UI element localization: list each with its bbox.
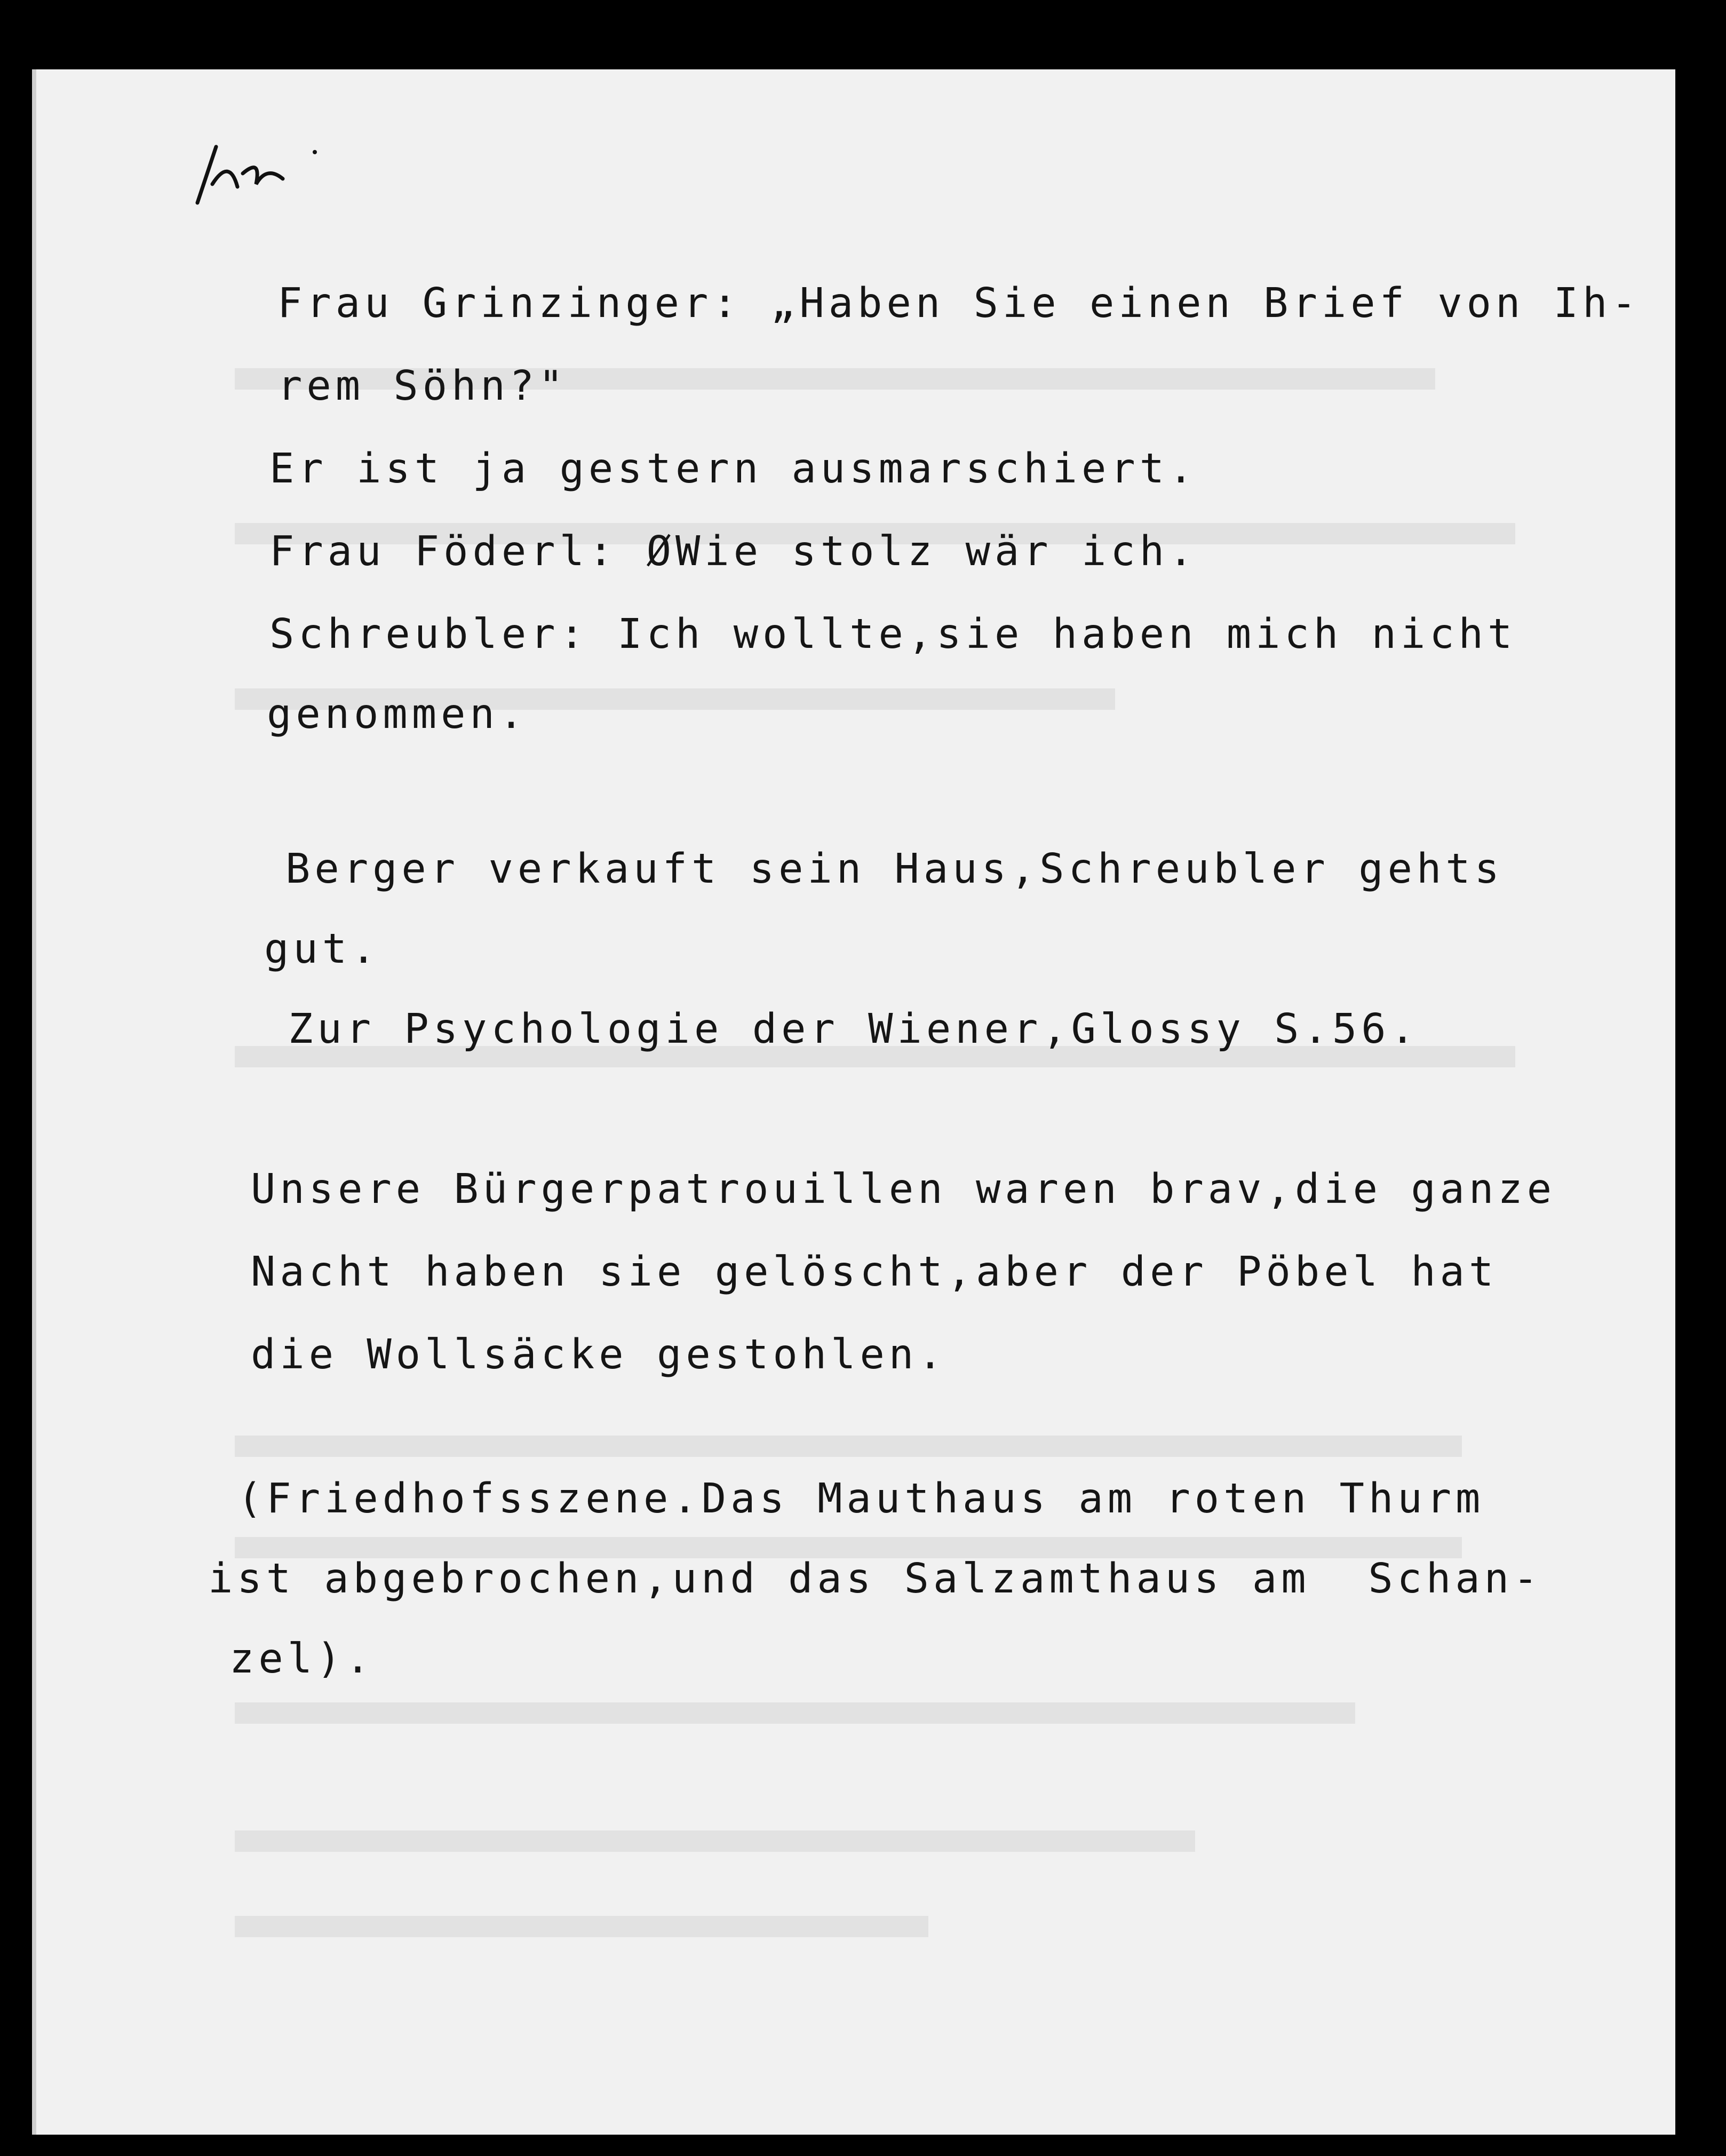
paragraph-line: gut. xyxy=(264,925,380,973)
dialogue-line: Er ist ja gestern ausmarschiert. xyxy=(269,445,1198,493)
dialogue-line: Frau Föderl: ØWie stolz wär ich. xyxy=(269,528,1198,575)
reference-line: Zur Psychologie der Wiener,Glossy S.56. xyxy=(288,1005,1419,1053)
paragraph-line: ist abgebrochen,und das Salzamthaus am Schan- xyxy=(208,1555,1542,1603)
typewritten-page xyxy=(32,69,1675,2135)
dialogue-line: rem Söhn?" xyxy=(277,362,568,410)
dialogue-line: Frau Grinzinger: „Haben Sie einen Brief von Ih- xyxy=(277,280,1641,327)
typed-text xyxy=(32,69,1675,2135)
paragraph-line: zel). xyxy=(229,1635,375,1683)
paragraph-line: Unsere Bürgerpatrouillen waren brav,die ganze xyxy=(251,1166,1556,1213)
paragraph-line: Nacht haben sie gelöscht,aber der Pöbel hat xyxy=(251,1248,1498,1296)
dialogue-line: genommen. xyxy=(267,691,528,738)
paragraph-line: Berger verkauft sein Haus,Schreubler gehts xyxy=(285,845,1504,893)
dialogue-line: Schreubler: Ich wollte,sie haben mich nicht xyxy=(269,611,1517,658)
paragraph-line: (Friedhofsszene.Das Mauthaus am roten Thurm xyxy=(237,1475,1485,1523)
paragraph-line: die Wollsäcke gestohlen. xyxy=(251,1331,947,1378)
